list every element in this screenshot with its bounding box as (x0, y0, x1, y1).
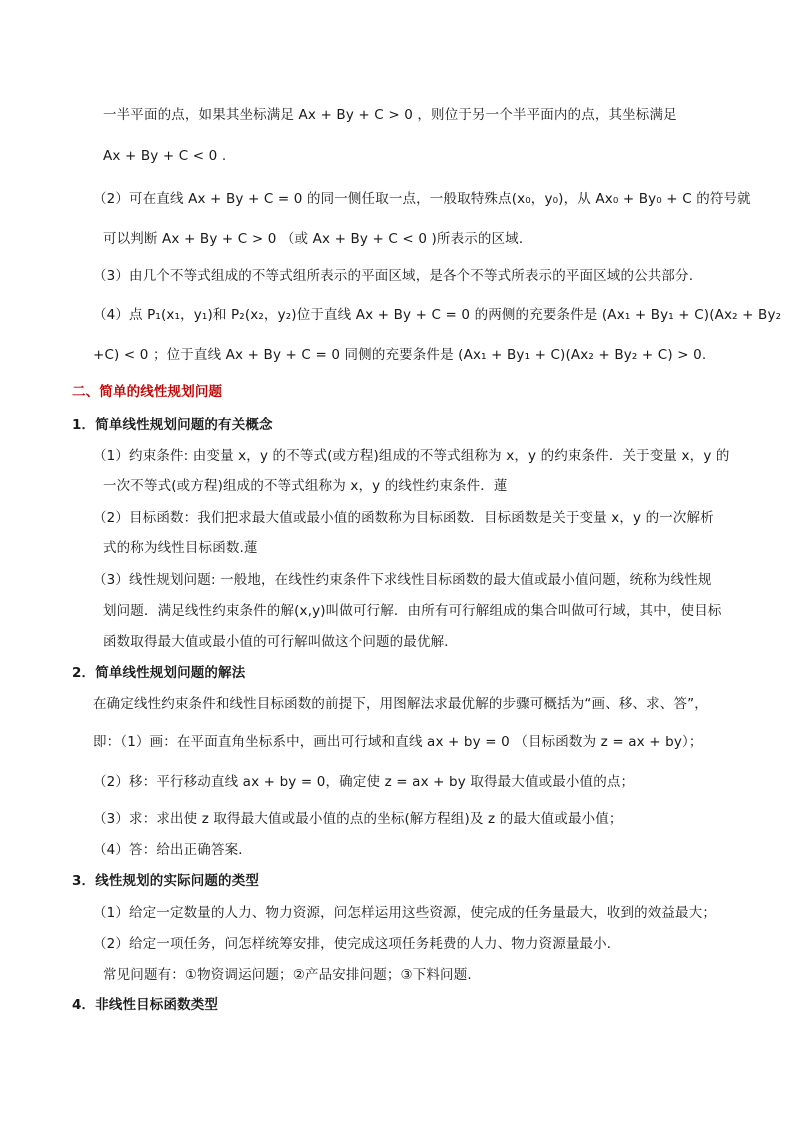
subheading-1: 1．简单线性规划问题的有关概念 (72, 417, 273, 433)
text-line-3: （2）可在直线 Ax + By + C = 0 的同一侧任取一点，一般取特殊点(x₀，y₀)，从 Ax₀ + By₀ + C 的符号就 (93, 191, 751, 207)
subheading-4: 4．非线性目标函数类型 (72, 997, 219, 1013)
subheading-3: 3．线性规划的实际问题的类型 (72, 873, 259, 889)
text-line-16: 函数取得最大值或最小值的可行解叫做这个问题的最优解． (103, 634, 458, 650)
text-line-11: 一次不等式(或方程)组成的不等式组称为 x，y 的线性约束条件．蓮 (103, 478, 508, 494)
text-line-22: （4）答：给出正确答案． (93, 842, 252, 858)
text-line-19: 即：（1）画：在平面直角坐标系中，画出可行域和直线 ax + by = 0 （目标函数为 z = ax + by）； (93, 734, 703, 750)
text-line-24: （1）给定一定数量的人力、物力资源，问怎样运用这些资源，使完成的任务量最大，收到的效益最大； (93, 905, 716, 921)
section-heading-2: 二、简单的线性规划问题 (72, 384, 223, 400)
text-line-26: 常见问题有：①物资调运问题；②产品安排问题；③下料问题. (103, 967, 472, 983)
text-line-6: （4）点 P₁(x₁，y₁)和 P₂(x₂，y₂)位于直线 Ax + By + C = 0 的两侧的充要条件是 (Ax₁ + By₁ + C)(Ax₂ + By₂ (93, 307, 782, 323)
text-line-4: 可以判断 Ax + By + C > 0 （或 Ax + By + C < 0 )所表示的区域． (103, 231, 533, 247)
text-line-7: +C) < 0 ；位于直线 Ax + By + C = 0 同侧的充要条件是 (Ax₁ + By₁ + C)(Ax₂ + By₂ + C) > 0. (93, 347, 707, 363)
text-line-13: 式的称为线性目标函数.蓮 (103, 540, 258, 556)
text-line-25: （2）给定一项任务，问怎样统筹安排，使完成这项任务耗费的人力、物力资源量最小． (93, 936, 621, 952)
text-line-1: 一半平面的点，如果其坐标满足 Ax + By + C > 0 ，则位于另一个半平面内的点，其坐标满足 (103, 107, 677, 123)
text-line-10: （1）约束条件: 由变量 x，y 的不等式(或方程)组成的不等式组称为 x，y 的约束条件．关于变量 x，y 的 (93, 448, 730, 464)
text-line-14: （3）线性规划问题: 一般地，在线性约束条件下求线性目标函数的最大值或最小值问题，统称为线性规 (93, 572, 712, 588)
text-line-2: Ax + By + C < 0 . (103, 148, 227, 164)
text-line-21: （3）求：求出使 z 取得最大值或最小值的点的坐标(解方程组)及 z 的最大值或最小值； (93, 811, 623, 827)
subheading-2: 2．简单线性规划问题的解法 (72, 665, 246, 681)
text-line-15: 划问题．满足线性约束条件的解(x,y)叫做可行解．由所有可行解组成的集合叫做可行域，其中，使目标 (103, 603, 722, 619)
text-line-20: （2）移：平行移动直线 ax + by = 0，确定使 z = ax + by 取得最大值或最小值的点； (93, 774, 635, 790)
text-line-12: （2）目标函数：我们把求最大值或最小值的函数称为目标函数．目标函数是关于变量 x，y 的一次解析 (93, 510, 714, 526)
text-line-18: 在确定线性约束条件和线性目标函数的前提下，用图解法求最优解的步骤可概括为“画、移、求、答”， (93, 696, 708, 712)
text-line-5: （3）由几个不等式组成的不等式组所表示的平面区域，是各个不等式所表示的平面区域的公共部分. (93, 268, 694, 284)
